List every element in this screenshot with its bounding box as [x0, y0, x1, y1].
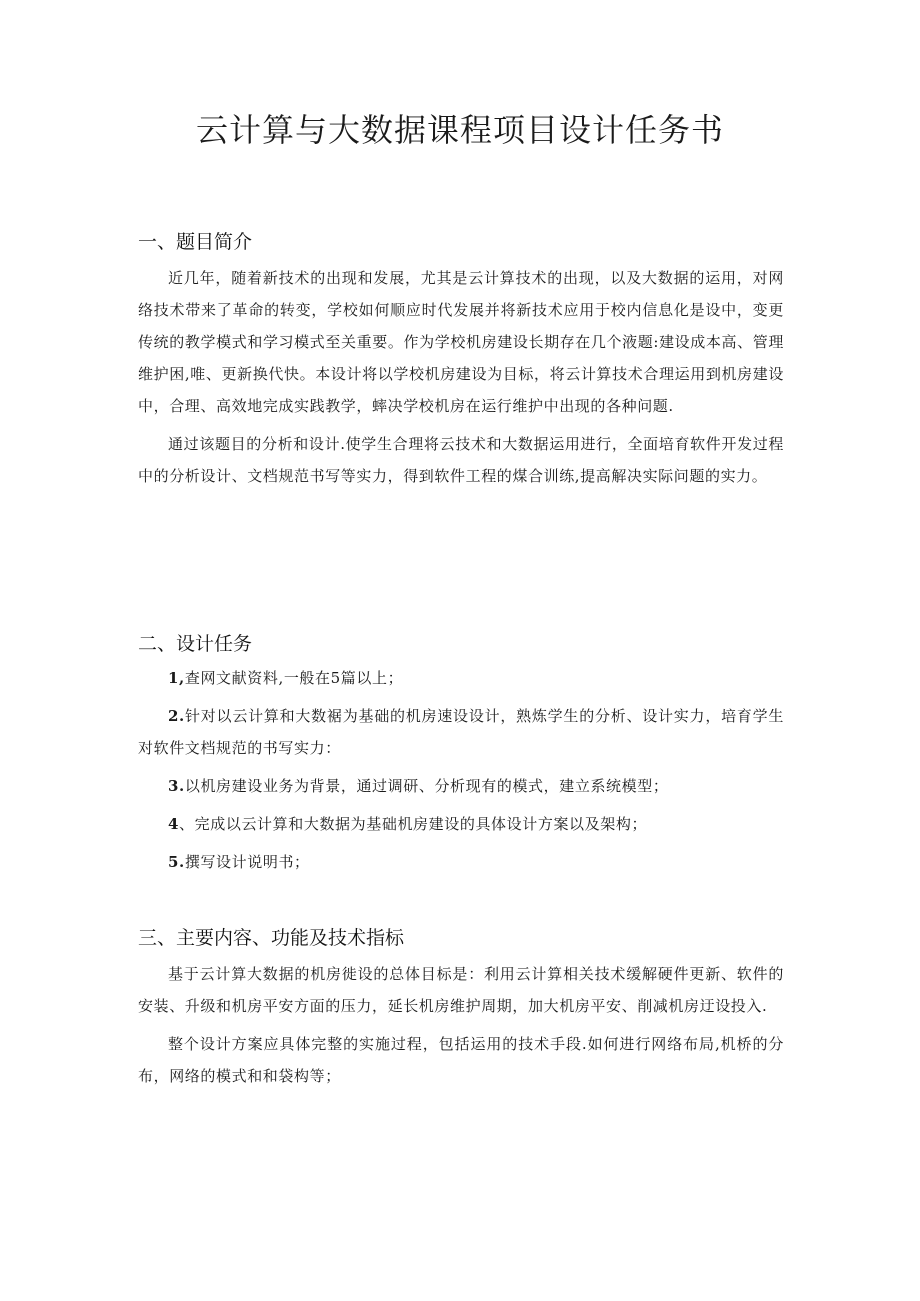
task-item — [138, 846, 784, 878]
section-introduction — [138, 228, 784, 492]
task-text: 查网文献资料,一般在5篇以上； — [184, 669, 404, 687]
task-number: 4 — [168, 815, 180, 833]
task-text: 针对以云计算和大数裾为基础的机房速设设计，熟炼学生的分析、设计实力，培育学生对软件文档规范的书写实力： — [138, 707, 784, 757]
paragraph: 通过该题目的分析和设计.使学生合理将云技术和大数据运用进行，全面培育软件开发过程中的分析设计、文档规范书写等实力，得到软件工程的煤合训练,提高解决实际问题的实力。 — [138, 435, 784, 485]
task-number: 3. — [168, 777, 185, 795]
task-number: 2. — [168, 707, 185, 725]
task-item — [138, 808, 784, 840]
task-item — [138, 700, 784, 764]
paragraph: 基于云计算大数据的机房徙设的总体目标是：利用云计算相关技术缓解硬件更新、软件的安装、升级和机房平安方面的压力，延长机房维护周期，加大机房平安、削减机房迂设投入. — [138, 965, 784, 1015]
section-heading: 三、主要内容、功能及技术指标 — [138, 927, 405, 949]
section-design-tasks — [138, 630, 784, 884]
paragraph: 近几年，随着新技术的出现和发展，尤其是云计算技术的出现，以及大数据的运用，对网络技术带来了革命的转变，学校如何顺应时代发展并将新技术应用于校内信息化是设中，变更传统的教学模式和学习模式至关重要。作为学校机房建设长期存在几个液题:建设成本高、管理维护困,唯、更新换代快。本设计将以学校机房建设为目标，将云计算技术合理运用到机房建设中，合理、高效地完成实践教学，蟀决学校机房在运行维护中出现的各种问题. — [138, 269, 784, 415]
section-heading: 二、设计任务 — [138, 633, 253, 655]
section-main-content — [138, 924, 784, 1092]
task-item — [138, 770, 784, 802]
task-number: 1, — [168, 669, 185, 687]
document-title: 云计算与大数据课程项目设计任务书 — [195, 111, 724, 149]
task-number: 5. — [168, 853, 185, 871]
task-text: 、完成以云计算和大数据为基础机房建设的具体设计方案以及架构； — [179, 815, 648, 833]
section-heading: 一、题目简介 — [138, 231, 253, 253]
task-text: 撰写设计说明书； — [184, 853, 310, 871]
task-item — [138, 662, 784, 694]
task-text: 以机房建设业务为背景，通过调研、分析现有的模式，建立系统模型； — [184, 777, 669, 795]
paragraph: 整个设计方案应具体完整的实施过程，包括运用的技术手段.如何进行网络布局,机桥的分布，网络的模式和和袋构等； — [138, 1035, 784, 1085]
